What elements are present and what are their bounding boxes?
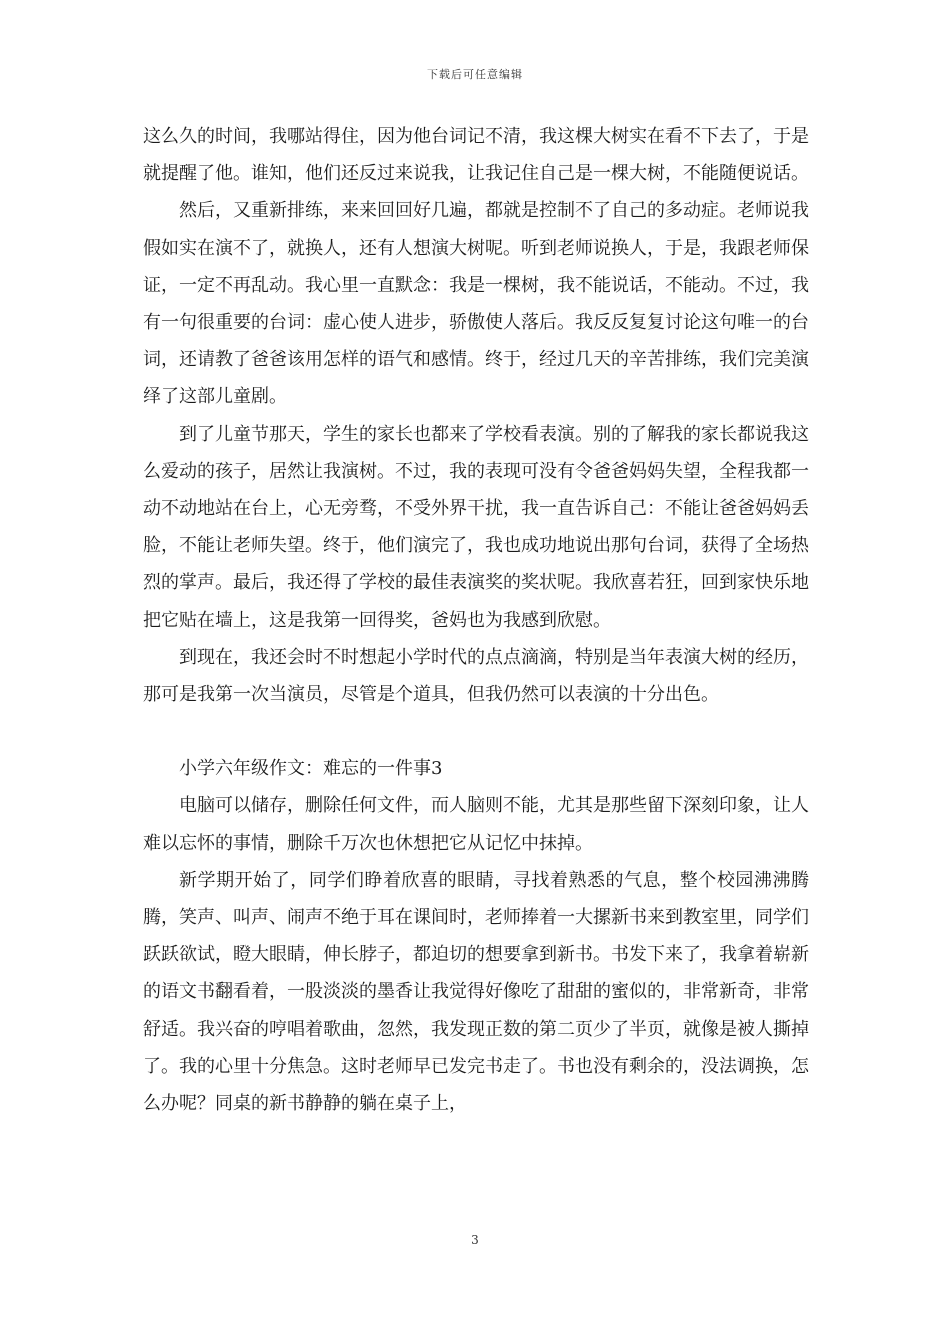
section-paragraph-1: 电脑可以储存，删除任何文件，而人脑则不能，尤其是那些留下深刻印象，让人难以忘怀的事情，删除千万次也休想把它从记忆中抹掉。	[143, 795, 809, 854]
paragraph-3: 到了儿童节那天，学生的家长也都来了学校看表演。别的了解我的家长都说我这么爱动的孩子，居然让我演树。不过，我的表现可没有令爸爸妈妈失望，全程我都一动不动地站在台上，心无旁骛，不受外界干扰，我一直告诉自己：不能让爸爸妈妈丢脸，不能让老师失望。终于，他们演完了，我也成功地说出那句台词，获得了全场热烈的掌声。最后，我还得了学校的最佳表演奖的奖状呢。我欣喜若狂，回到家快乐地把它贴在墙上，这是我第一回得奖，爸妈也为我感到欣慰。	[143, 423, 809, 631]
section-title: 小学六年级作文：难忘的一件事3	[179, 758, 443, 780]
document-body	[143, 118, 809, 1122]
section-paragraph-2: 新学期开始了，同学们睁着欣喜的眼睛，寻找着熟悉的气息，整个校园沸沸腾腾，笑声、叫声、闹声不绝于耳在课间时，老师捧着一大摞新书来到教室里，同学们跃跃欲试，瞪大眼睛，伸长脖子，都迫切的想要拿到新书。书发下来了，我拿着崭新的语文书翻看着，一股淡淡的墨香让我觉得好像吃了甜甜的蜜似的，非常新奇，非常舒适。我兴奋的哼唱着歌曲，忽然，我发现正数的第二页少了半页，就像是被人撕掉了。我的心里十分焦急。这时老师早已发完书走了。书也没有剩余的，没法调换，怎么办呢？同桌的新书静静的躺在桌子上，	[143, 869, 809, 1115]
paragraph-1: 这么久的时间，我哪站得住，因为他台词记不清，我这棵大树实在看不下去了，于是就提醒了他。谁知，他们还反过来说我，让我记住自己是一棵大树，不能随便说话。	[143, 126, 809, 185]
paragraph-2: 然后，又重新排练，来来回回好几遍，都就是控制不了自己的多动症。老师说我假如实在演不了，就换人，还有人想演大树呢。听到老师说换人，于是，我跟老师保证，一定不再乱动。我心里一直默念：我是一棵树，我不能说话，不能动。不过，我有一句很重要的台词：虚心使人进步，骄傲使人落后。我反反复复讨论这句唯一的台词，还请教了爸爸该用怎样的语气和感情。终于，经过几天的辛苦排练，我们完美演绎了这部儿童剧。	[143, 200, 809, 408]
paragraph-4: 到现在，我还会时不时想起小学时代的点点滴滴，特别是当年表演大树的经历，那可是我第一次当演员，尽管是个道具，但我仍然可以表演的十分出色。	[143, 646, 809, 706]
page-header: 下载后可任意编辑	[427, 68, 523, 81]
page-number: 3	[471, 1233, 479, 1247]
